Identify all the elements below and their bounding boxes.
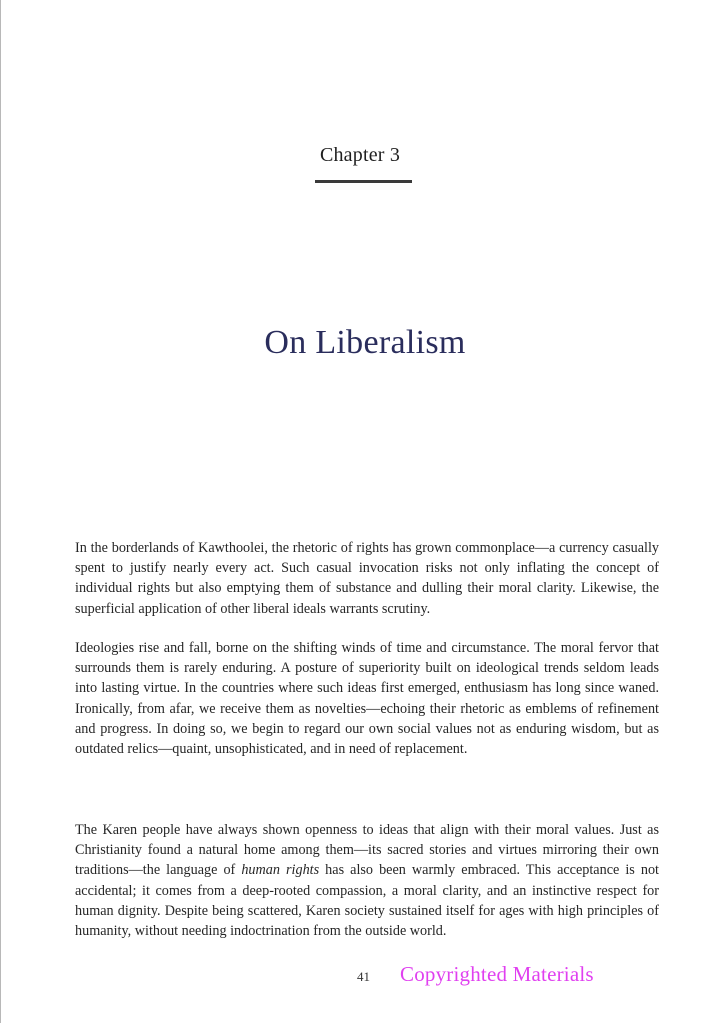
body-paragraph-1: In the borderlands of Kawthoolei, the rhetoric of rights has grown commonplace—a currency casually spent to justify nearly every act. Such casual invocation risks not only inflating the concept of individual rights but also emptying them of substance and dulling their moral clarity. Likewise, the superficial application of other liberal ideals warrants scrutiny. xyxy=(75,540,659,617)
paragraph-3-text-end: has also been warmly embraced. This acceptance is not accidental; it comes from a deep-rooted compassion, a moral clarity, and an instinctive respect for human dignity. Despite being scattered, Karen society sustained itself for ages with high principles of humanity, without needing indoctrination from the outside world. xyxy=(75,862,660,940)
page-number: 41 xyxy=(357,969,370,984)
chapter-title: On Liberalism xyxy=(264,324,466,361)
paragraph-3-text-start: The Karen people have always shown openness to ideas that align with their moral values. Just as Christianity found a natural home among them—its sacred stories and virtues mirroring their own traditions—the language of xyxy=(75,822,659,879)
emphasized-term: human rights xyxy=(241,862,320,879)
copyright-watermark: Copyrighted Materials xyxy=(400,962,594,986)
body-paragraph-2: Ideologies rise and fall, borne on the shifting winds of time and circumstance. The moral fervor that surrounds them is rarely enduring. A posture of superiority built on ideological trends seldom leads into lasting virtue. In the countries where such ideas first emerged, enthusiasm has long since waned. Ironically, from afar, we receive them as novelties—echoing their rhetoric as emblems of refinement and progress. In doing so, we begin to regard our own social values not as enduring wisdom, but as outdated relics—quaint, unsophisticated, and in need of replacement. xyxy=(75,640,659,758)
chapter-divider xyxy=(315,180,412,183)
body-paragraph-3 xyxy=(75,820,659,941)
chapter-label: Chapter 3 xyxy=(319,144,401,166)
